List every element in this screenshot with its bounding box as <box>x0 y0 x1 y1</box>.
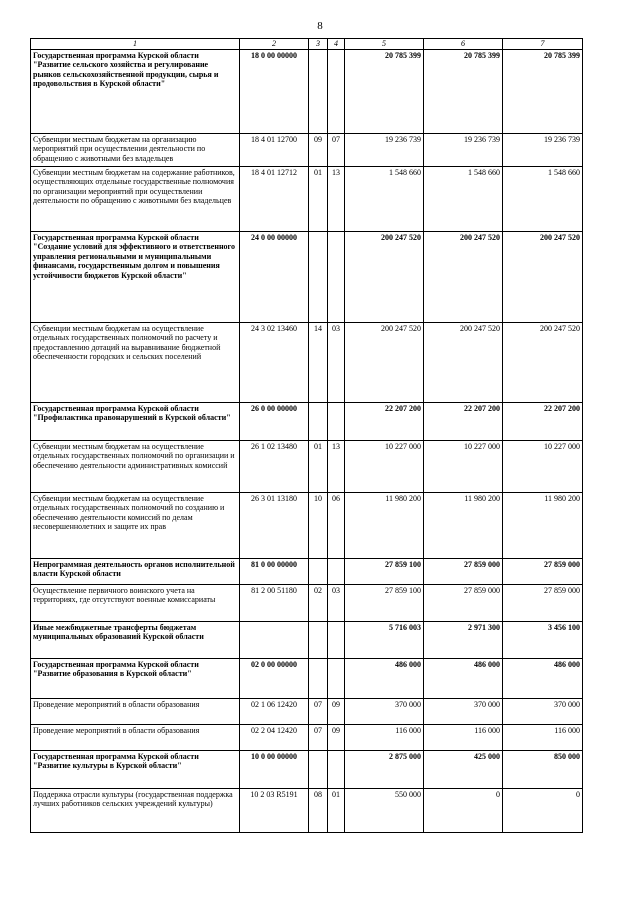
row-name: Государственная программа Курской области "Создание условий для эффективного и ответственного управления региональными и муниципальными финансами, государственным долгом и повышения устойчивости бюджетов Курской области" <box>31 231 240 322</box>
table-row <box>31 584 583 621</box>
program-code: 26 1 02 13480 <box>240 440 309 492</box>
column-header: 7 <box>503 39 583 50</box>
amount-year-1: 11 980 200 <box>345 492 424 558</box>
subsection-code: 06 <box>328 492 345 558</box>
amount-year-3: 486 000 <box>503 658 583 698</box>
amount-year-1: 19 236 739 <box>345 133 424 166</box>
row-name: Проведение мероприятий в области образования <box>31 698 240 724</box>
subsection-code: 13 <box>328 166 345 231</box>
amount-year-1: 10 227 000 <box>345 440 424 492</box>
amount-year-2: 20 785 399 <box>424 49 503 133</box>
amount-year-1: 486 000 <box>345 658 424 698</box>
amount-year-2: 486 000 <box>424 658 503 698</box>
program-code: 02 2 04 12420 <box>240 724 309 750</box>
program-code <box>240 621 309 658</box>
amount-year-3: 200 247 520 <box>503 322 583 402</box>
amount-year-3: 20 785 399 <box>503 49 583 133</box>
program-code: 24 3 02 13460 <box>240 322 309 402</box>
table-row <box>31 750 583 788</box>
amount-year-2: 200 247 520 <box>424 322 503 402</box>
subsection-code: 03 <box>328 584 345 621</box>
amount-year-2: 200 247 520 <box>424 231 503 322</box>
program-code: 18 4 01 12700 <box>240 133 309 166</box>
amount-year-3: 1 548 660 <box>503 166 583 231</box>
table-row <box>31 788 583 832</box>
budget-table <box>30 38 583 833</box>
amount-year-1: 27 859 100 <box>345 558 424 584</box>
amount-year-3: 850 000 <box>503 750 583 788</box>
table-row <box>31 492 583 558</box>
section-code <box>309 750 328 788</box>
subsection-code <box>328 621 345 658</box>
amount-year-2: 0 <box>424 788 503 832</box>
section-code: 07 <box>309 724 328 750</box>
section-code: 08 <box>309 788 328 832</box>
table-row <box>31 166 583 231</box>
program-code: 18 0 00 00000 <box>240 49 309 133</box>
table-row <box>31 231 583 322</box>
amount-year-2: 10 227 000 <box>424 440 503 492</box>
subsection-code: 03 <box>328 322 345 402</box>
column-header: 2 <box>240 39 309 50</box>
program-code: 10 2 03 R5191 <box>240 788 309 832</box>
column-header: 3 <box>309 39 328 50</box>
section-code: 02 <box>309 584 328 621</box>
section-code: 10 <box>309 492 328 558</box>
row-name: Субвенции местным бюджетам на осуществление отдельных государственных полномочий по созданию и обеспечению деятельности комиссий по делам несовершеннолетних и защите их прав <box>31 492 240 558</box>
row-name: Государственная программа Курской области "Развитие сельского хозяйства и регулирование рынков сельскохозяйственной продукции, сырья и продовольствия в Курской области" <box>31 49 240 133</box>
amount-year-1: 200 247 520 <box>345 322 424 402</box>
table-row <box>31 440 583 492</box>
amount-year-2: 116 000 <box>424 724 503 750</box>
amount-year-1: 200 247 520 <box>345 231 424 322</box>
row-name: Государственная программа Курской области "Развитие образования в Курской области" <box>31 658 240 698</box>
row-name: Проведение мероприятий в области образования <box>31 724 240 750</box>
amount-year-1: 20 785 399 <box>345 49 424 133</box>
amount-year-3: 27 859 000 <box>503 558 583 584</box>
section-code: 01 <box>309 440 328 492</box>
row-name: Государственная программа Курской области "Профилактика правонарушений в Курской области" <box>31 402 240 440</box>
section-code <box>309 402 328 440</box>
amount-year-3: 19 236 739 <box>503 133 583 166</box>
amount-year-1: 2 875 000 <box>345 750 424 788</box>
amount-year-3: 3 456 100 <box>503 621 583 658</box>
row-name: Непрограммная деятельность органов исполнительной власти Курской области <box>31 558 240 584</box>
column-header: 5 <box>345 39 424 50</box>
subsection-code <box>328 402 345 440</box>
program-code: 24 0 00 00000 <box>240 231 309 322</box>
amount-year-1: 550 000 <box>345 788 424 832</box>
program-code: 26 3 01 13180 <box>240 492 309 558</box>
subsection-code <box>328 558 345 584</box>
row-name: Субвенции местным бюджетам на осуществление отдельных государственных полномочий по расчету и предоставлению дотаций на выравнивание бюджетной обеспеченности городских и сельских поселений <box>31 322 240 402</box>
column-number-row <box>31 39 583 50</box>
amount-year-1: 116 000 <box>345 724 424 750</box>
row-name: Иные межбюджетные трансферты бюджетам муниципальных образований Курской области <box>31 621 240 658</box>
amount-year-3: 27 859 000 <box>503 584 583 621</box>
program-code: 26 0 00 00000 <box>240 402 309 440</box>
table-row <box>31 322 583 402</box>
column-header: 1 <box>31 39 240 50</box>
row-name: Государственная программа Курской области "Развитие культуры в Курской области" <box>31 750 240 788</box>
row-name: Субвенции местным бюджетам на организацию мероприятий при осуществлении деятельности по обращению с животными без владельцев <box>31 133 240 166</box>
program-code: 02 1 06 12420 <box>240 698 309 724</box>
subsection-code: 09 <box>328 698 345 724</box>
subsection-code <box>328 231 345 322</box>
section-code: 09 <box>309 133 328 166</box>
subsection-code <box>328 750 345 788</box>
row-name: Субвенции местным бюджетам на осуществление отдельных государственных полномочий по организации и обеспечению деятельности административных комиссий <box>31 440 240 492</box>
amount-year-3: 116 000 <box>503 724 583 750</box>
section-code: 14 <box>309 322 328 402</box>
subsection-code: 01 <box>328 788 345 832</box>
row-name: Субвенции местным бюджетам на содержание работников, осуществляющих отдельные государственные полномочия по организации мероприятий при осуществлении деятельности по обращению с животными без владельцев <box>31 166 240 231</box>
amount-year-3: 11 980 200 <box>503 492 583 558</box>
amount-year-1: 27 859 100 <box>345 584 424 621</box>
table-row <box>31 49 583 133</box>
page-number: 8 <box>317 20 323 32</box>
amount-year-2: 19 236 739 <box>424 133 503 166</box>
table-row <box>31 133 583 166</box>
amount-year-3: 200 247 520 <box>503 231 583 322</box>
program-code: 81 0 00 00000 <box>240 558 309 584</box>
amount-year-2: 1 548 660 <box>424 166 503 231</box>
amount-year-3: 10 227 000 <box>503 440 583 492</box>
amount-year-2: 370 000 <box>424 698 503 724</box>
row-name: Осуществление первичного воинского учета на территориях, где отсутствуют военные комиссариаты <box>31 584 240 621</box>
amount-year-1: 370 000 <box>345 698 424 724</box>
amount-year-2: 27 859 000 <box>424 584 503 621</box>
section-code <box>309 231 328 322</box>
section-code <box>309 621 328 658</box>
row-name: Поддержка отрасли культуры (государственная поддержка лучших работников сельских учреждений культуры) <box>31 788 240 832</box>
table-row <box>31 402 583 440</box>
amount-year-3: 370 000 <box>503 698 583 724</box>
section-code: 07 <box>309 698 328 724</box>
subsection-code <box>328 49 345 133</box>
amount-year-3: 0 <box>503 788 583 832</box>
program-code: 02 0 00 00000 <box>240 658 309 698</box>
subsection-code: 07 <box>328 133 345 166</box>
subsection-code: 09 <box>328 724 345 750</box>
amount-year-2: 11 980 200 <box>424 492 503 558</box>
subsection-code <box>328 658 345 698</box>
program-code: 81 2 00 51180 <box>240 584 309 621</box>
section-code: 01 <box>309 166 328 231</box>
amount-year-2: 2 971 300 <box>424 621 503 658</box>
amount-year-1: 1 548 660 <box>345 166 424 231</box>
amount-year-1: 22 207 200 <box>345 402 424 440</box>
amount-year-1: 5 716 003 <box>345 621 424 658</box>
section-code <box>309 49 328 133</box>
column-header: 4 <box>328 39 345 50</box>
amount-year-3: 22 207 200 <box>503 402 583 440</box>
table-row <box>31 698 583 724</box>
table-row <box>31 621 583 658</box>
amount-year-2: 22 207 200 <box>424 402 503 440</box>
amount-year-2: 27 859 000 <box>424 558 503 584</box>
table-row <box>31 724 583 750</box>
subsection-code: 13 <box>328 440 345 492</box>
program-code: 10 0 00 00000 <box>240 750 309 788</box>
section-code <box>309 658 328 698</box>
program-code: 18 4 01 12712 <box>240 166 309 231</box>
amount-year-2: 425 000 <box>424 750 503 788</box>
section-code <box>309 558 328 584</box>
column-header: 6 <box>424 39 503 50</box>
table-row <box>31 658 583 698</box>
table-body <box>31 49 583 832</box>
table-row <box>31 558 583 584</box>
